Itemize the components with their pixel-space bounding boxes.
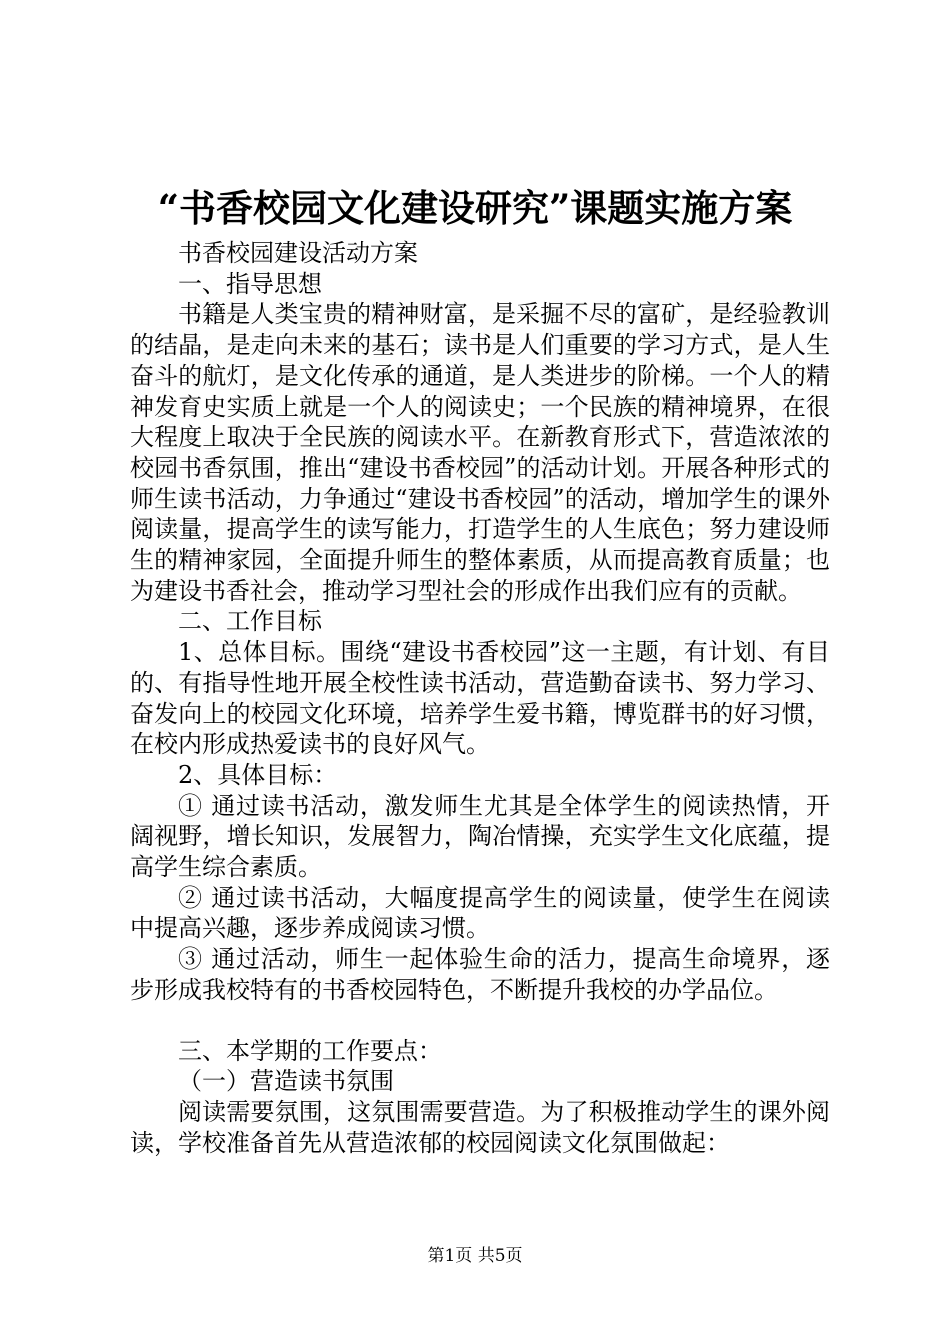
paragraph-overall-goal: 1、总体目标。围绕“建设书香校园”这一主题，有计划、有目的、有指导性地开展全校性读书活动，营造勤奋读书、努力学习、奋发向上的校园文化环境，培养学生爱书籍，博览群书的好习惯，在校内形成热爱读书的良好风气。 (130, 638, 830, 759)
heading-reading-atmosphere: （一）营造读书氛围 (178, 1067, 394, 1096)
heading-work-goals: 二、工作目标 (178, 607, 322, 636)
document-body (130, 238, 830, 1158)
paragraph-goal-2: ② 通过读书活动，大幅度提高学生的阅读量，使学生在阅读中提高兴趣，逐步养成阅读习惯。 (130, 883, 830, 943)
paragraph-goal-3: ③ 通过活动，师生一起体验生命的活力，提高生命境界，逐步形成我校特有的书香校园特色，不断提升我校的办学品位。 (130, 945, 830, 1004)
heading-specific-goals: 2、具体目标： (178, 760, 338, 789)
page-number: 第1页 共5页 (427, 1246, 523, 1266)
paragraph-subtitle: 书香校园建设活动方案 (178, 239, 418, 267)
heading-semester-points: 三、本学期的工作要点： (178, 1036, 442, 1065)
paragraph-goal-1: ① 通过读书活动，激发师生尤其是全体学生的阅读热情，开阔视野，增长知识，发展智力，陶冶情操，充实学生文化底蕴，提高学生综合素质。 (130, 791, 830, 882)
paragraph-reading-atmosphere: 阅读需要氛围，这氛围需要营造。为了积极推动学生的课外阅读，学校准备首先从营造浓郁的校园阅读文化氛围做起： (130, 1097, 830, 1157)
heading-guiding-thought: 一、指导思想 (178, 269, 322, 298)
document-title: “书香校园文化建设研究”课题实施方案 (157, 186, 793, 230)
paragraph-guiding-thought: 书籍是人类宝贵的精神财富，是采掘不尽的富矿，是经验教训的结晶，是走向未来的基石；读书是人们重要的学习方式，是人生奋斗的航灯，是文化传承的通道，是人类进步的阶梯。一个人的精神发育史实质上就是一个人的阅读史；一个民族的精神境界，在很大程度上取决于全民族的阅读水平。在新教育形式下，营造浓浓的校园书香氛围，推出“建设书香校园”的活动计划。开展各种形式的师生读书活动，力争通过“建设书香校园”的活动，增加学生的课外阅读量，提高学生的读写能力，打造学生的人生底色；努力建设师生的精神家园，全面提升师生的整体素质，从而提高教育质量；也为建设书香社会，推动学习型社会的形成作出我们应有的贡献。 (130, 300, 830, 605)
